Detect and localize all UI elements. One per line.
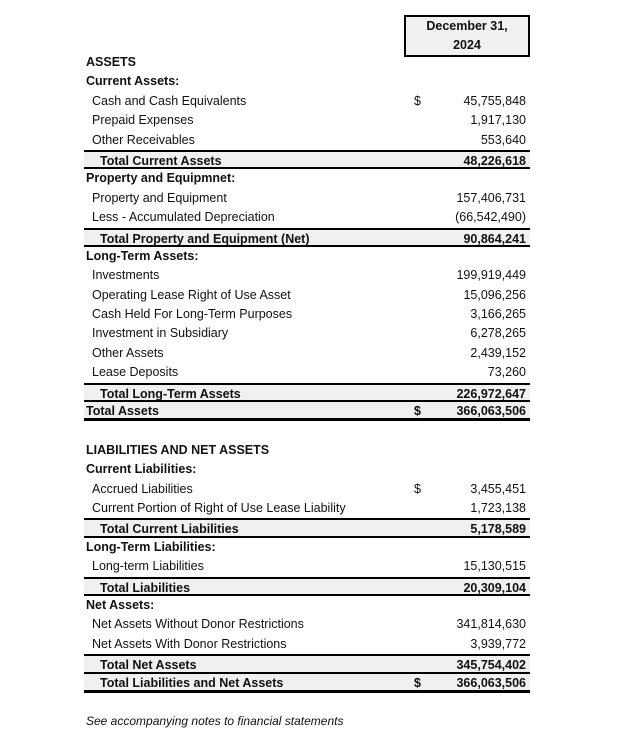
grand-total-row-liabilities-net-assets — [84, 674, 530, 693]
line-item-label: Other Receivables — [92, 132, 195, 147]
group-heading: Long-Term Liabilities: — [86, 539, 216, 554]
line-item-label: Investments — [92, 268, 160, 283]
line-item-value: 199,919,449 — [456, 268, 526, 283]
line-item-label: Cash and Cash Equivalents — [92, 93, 247, 108]
line-item-value: 15,096,256 — [463, 287, 526, 302]
currency-symbol: $ — [414, 404, 421, 419]
line-item-label: Accrued Liabilities — [92, 481, 193, 496]
assets-title-row — [84, 53, 530, 72]
period-column-header — [404, 15, 530, 57]
total-row-current-assets — [84, 150, 530, 169]
long-term-assets-heading-row — [84, 247, 530, 266]
table-row — [84, 131, 530, 150]
currency-symbol: $ — [414, 481, 421, 496]
table-row — [84, 635, 530, 654]
footer-note: See accompanying notes to financial statements — [86, 714, 344, 728]
currency-symbol: $ — [414, 675, 421, 690]
section-title: LIABILITIES AND NET ASSETS — [86, 442, 270, 457]
total-value: 90,864,241 — [463, 231, 526, 246]
liabilities-title-row — [84, 441, 530, 460]
total-row-long-term-assets — [84, 383, 530, 402]
group-heading: Net Assets: — [86, 597, 155, 612]
line-item-value: 15,130,515 — [463, 559, 526, 574]
total-label: Total Property and Equipment (Net) — [100, 231, 310, 246]
line-item-label: Less - Accumulated Depreciation — [92, 210, 275, 225]
table-row — [84, 305, 530, 324]
line-item-value: 3,939,772 — [470, 636, 526, 651]
line-item-value: 45,755,848 — [463, 93, 526, 108]
current-assets-heading-row — [84, 72, 530, 91]
line-item-label: Prepaid Expenses — [92, 113, 194, 128]
period-line-1: December 31, — [426, 19, 508, 33]
group-heading: Long-Term Assets: — [86, 248, 199, 263]
group-heading: Current Assets: — [86, 74, 180, 89]
line-item-value: 2,439,152 — [470, 345, 526, 360]
total-row-liabilities — [84, 577, 530, 596]
total-label: Total Net Assets — [100, 658, 197, 673]
total-value: 345,754,402 — [456, 658, 526, 673]
grand-total-row-assets — [84, 402, 530, 421]
line-item-value: 1,723,138 — [470, 500, 526, 515]
line-item-label: Long-term Liabilities — [92, 559, 204, 574]
grand-total-label: Total Assets — [86, 404, 159, 419]
table-row — [84, 286, 530, 305]
currency-symbol: $ — [414, 93, 421, 108]
property-heading-row — [84, 169, 530, 188]
table-row — [84, 111, 530, 130]
table-row — [84, 557, 530, 576]
balance-sheet — [84, 53, 530, 693]
table-row — [84, 499, 530, 518]
line-item-value: 6,278,265 — [470, 326, 526, 341]
table-row — [84, 615, 530, 634]
grand-total-value: 366,063,506 — [456, 675, 526, 690]
period-line-2: 2024 — [453, 38, 481, 52]
section-title: ASSETS — [86, 55, 137, 69]
total-value: 48,226,618 — [463, 153, 526, 168]
total-label: Total Liabilities — [100, 580, 191, 595]
line-item-label: Current Portion of Right of Use Lease Liability — [92, 500, 346, 515]
table-row — [84, 480, 530, 499]
table-row — [84, 92, 530, 111]
table-row — [84, 208, 530, 227]
group-heading: Property and Equipmnet: — [86, 171, 236, 186]
net-assets-heading-row — [84, 596, 530, 615]
total-label: Total Current Liabilities — [100, 522, 239, 537]
total-value: 226,972,647 — [456, 386, 526, 401]
line-item-label: Other Assets — [92, 345, 164, 360]
total-row-property — [84, 228, 530, 247]
total-label: Total Current Assets — [100, 153, 222, 168]
line-item-value: 157,406,731 — [456, 190, 526, 205]
line-item-value: 553,640 — [480, 132, 526, 147]
total-row-current-liabilities — [84, 518, 530, 537]
table-row — [84, 344, 530, 363]
line-item-label: Net Assets Without Donor Restrictions — [92, 617, 304, 632]
line-item-value: 3,166,265 — [470, 307, 526, 322]
current-liabilities-heading-row — [84, 460, 530, 479]
line-item-value: 341,814,630 — [456, 617, 526, 632]
table-row — [84, 363, 530, 382]
table-row — [84, 324, 530, 343]
line-item-label: Property and Equipment — [92, 190, 227, 205]
grand-total-label: Total Liabilities and Net Assets — [100, 675, 284, 690]
line-item-label: Investment in Subsidiary — [92, 326, 229, 341]
line-item-value: 73,260 — [487, 365, 526, 380]
line-item-label: Net Assets With Donor Restrictions — [92, 636, 287, 651]
total-label: Total Long-Term Assets — [100, 386, 241, 401]
line-item-value: 1,917,130 — [470, 113, 526, 128]
line-item-value: 3,455,451 — [470, 481, 526, 496]
line-item-label: Cash Held For Long-Term Purposes — [92, 307, 293, 322]
group-heading: Current Liabilities: — [86, 462, 197, 477]
total-value: 5,178,589 — [470, 522, 526, 537]
total-row-net-assets — [84, 654, 530, 673]
line-item-value: (66,542,490) — [455, 210, 526, 225]
line-item-label: Lease Deposits — [92, 365, 179, 380]
long-term-liabilities-heading-row — [84, 538, 530, 557]
table-row — [84, 266, 530, 285]
table-row — [84, 189, 530, 208]
total-value: 20,309,104 — [463, 580, 526, 595]
section-spacer — [84, 421, 530, 440]
line-item-label: Operating Lease Right of Use Asset — [92, 287, 291, 302]
grand-total-value: 366,063,506 — [456, 404, 526, 419]
